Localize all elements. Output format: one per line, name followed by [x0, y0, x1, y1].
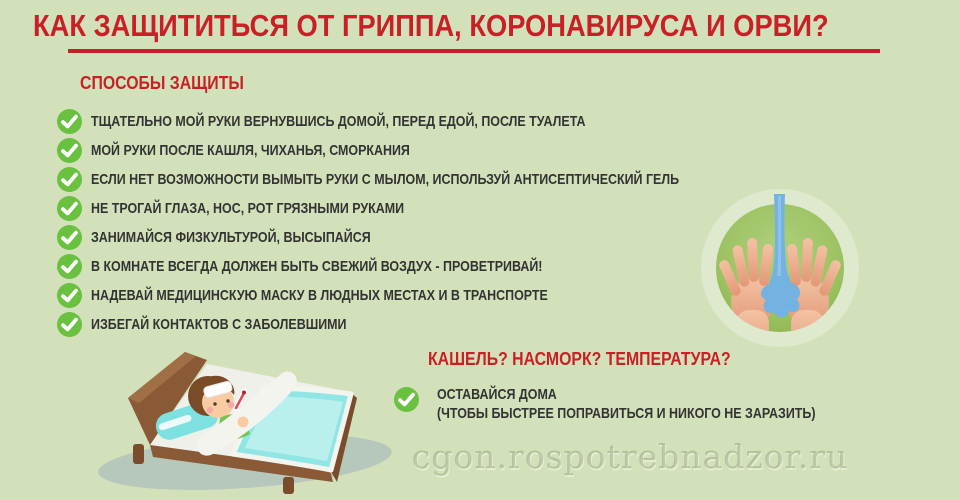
checklist-item-label: ИЗБЕГАЙ КОНТАКТОВ С ЗАБОЛЕВШИМИ [91, 316, 347, 333]
check-icon [57, 167, 82, 192]
cheek [207, 407, 213, 413]
thermometer-tip [242, 391, 246, 395]
bed-leg [133, 444, 144, 464]
checklist-item [57, 136, 799, 165]
checklist-item-label: НЕ ТРОГАЙ ГЛАЗА, НОС, РОТ ГРЯЗНЫМИ РУКАМИ [91, 200, 405, 217]
protection-checklist [57, 107, 799, 339]
checklist-item [57, 310, 799, 339]
check-icon [57, 225, 82, 250]
checklist-item-label: ЕСЛИ НЕТ ВОЗМОЖНОСТИ ВЫМЫТЬ РУКИ С МЫЛОМ, ИСПОЛЬЗУЙ АНТИСЕПТИЧЕСКИЙ ГЕЛЬ [91, 171, 680, 188]
bed-leg [283, 477, 294, 494]
check-icon [57, 283, 82, 308]
sick-person-in-bed-illustration [95, 342, 410, 500]
eye [226, 399, 229, 402]
checklist-item-label: НАДЕВАЙ МЕДИЦИНСКУЮ МАСКУ В ЛЮДНЫХ МЕСТАХ И В ТРАНСПОРТЕ [91, 287, 548, 304]
check-icon [57, 138, 82, 163]
eye [213, 402, 216, 405]
page-title: КАК ЗАЩИТИТЬСЯ ОТ ГРИППА, КОРОНАВИРУСА И ОРВИ? [33, 8, 829, 43]
checklist-item-label: ЗАНИМАЙСЯ ФИЗКУЛЬТУРОЙ, ВЫСЫПАЙСЯ [91, 229, 371, 246]
checklist-item-label: ТЩАТЕЛЬНО МОЙ РУКИ ВЕРНУВШИСЬ ДОМОЙ, ПЕРЕД ЕДОЙ, ПОСЛЕ ТУАЛЕТА [91, 113, 586, 130]
check-icon [57, 254, 82, 279]
watermark: cgon.rospotrebnadzor.ru [411, 437, 849, 476]
checklist-item [57, 194, 799, 223]
stay-home-label: ОСТАВАЙСЯ ДОМА [437, 386, 557, 403]
hand [238, 417, 249, 428]
hand-washing-illustration [690, 180, 870, 356]
check-icon [57, 109, 82, 134]
check-icon [57, 312, 82, 337]
checklist-item [57, 223, 799, 252]
stay-home-note: (ЧТОБЫ БЫСТРЕЕ ПОПРАВИТЬСЯ И НИКОГО НЕ ЗАРАЗИТЬ) [437, 405, 816, 422]
check-icon [57, 196, 82, 221]
symptoms-heading: КАШЕЛЬ? НАСМОРК? ТЕМПЕРАТУРА? [428, 349, 731, 369]
cheek [228, 402, 234, 408]
checklist-item [57, 107, 799, 136]
stay-home-item [394, 385, 893, 423]
checklist-item-label: МОЙ РУКИ ПОСЛЕ КАШЛЯ, ЧИХАНЬЯ, СМОРКАНИЯ [91, 142, 410, 159]
checklist-item [57, 281, 799, 310]
checklist-item-label: В КОМНАТЕ ВСЕГДА ДОЛЖЕН БЫТЬ СВЕЖИЙ ВОЗДУХ - ПРОВЕТРИВАЙ! [91, 258, 543, 275]
checklist-item [57, 252, 799, 281]
protection-section-heading: СПОСОБЫ ЗАЩИТЫ [80, 73, 244, 93]
checklist-item [57, 165, 799, 194]
title-underline [68, 49, 880, 53]
